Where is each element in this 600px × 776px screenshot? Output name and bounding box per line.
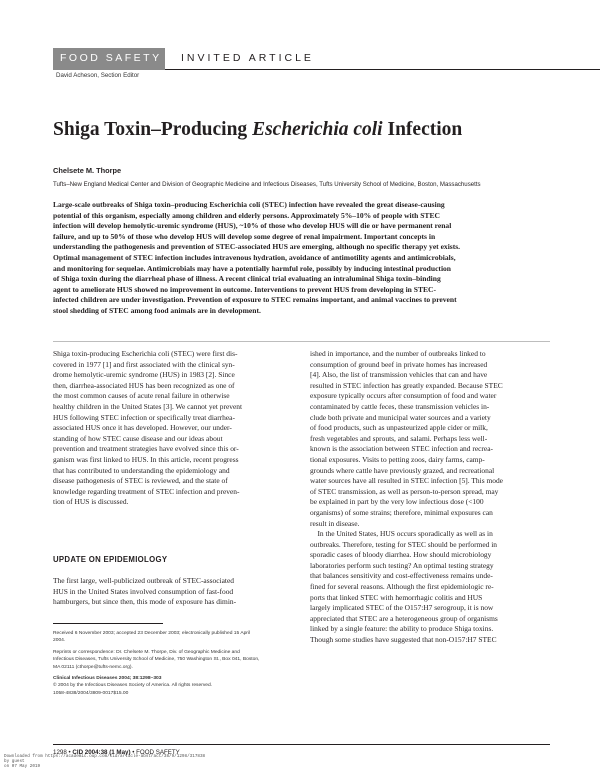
- body-line: covered in 1977 [1] and first associated with the clinical syn-: [53, 359, 235, 369]
- abstract-line: and monitoring for sequelae. Antimicrobials may have a potentially harmful role, possibly by inducing intestinal production: [53, 263, 452, 273]
- download-stamp-line: by guest: [4, 759, 25, 765]
- abstract-line: Large-scale outbreaks of Shiga toxin–producing Escherichia coli (STEC) infection have revealed the great disease-causing: [53, 200, 445, 209]
- body-line: associated HUS once it has developed. However, our under-: [53, 423, 232, 433]
- body-line: of STEC transmission, as well as person-to-person spread, may: [310, 486, 499, 496]
- page-number: 1298: [53, 749, 67, 756]
- body-line: known is the association between STEC infection and recrea-: [310, 444, 493, 454]
- body-line: largely implicated STEC of the O157:H7 serogroup, it is now: [310, 603, 494, 613]
- body-line: the most common causes of acute renal failure in otherwise: [53, 391, 230, 401]
- footer-journal: CID 2004:38 (1 May): [72, 749, 131, 756]
- abstract-line: failure, and up to 50% of those who develop HUS will develop some degree of renal impairment. Important concepts in: [53, 231, 436, 241]
- footer-separator: •: [132, 749, 137, 756]
- footer-section: FOOD SAFETY: [136, 749, 180, 756]
- author-affiliation: Tufts–New England Medical Center and Division of Geographic Medicine and Infectious Diseases, Tufts University School of Medicine, Boston, Massachusetts: [53, 181, 481, 188]
- body-line: [4]. Also, the list of transmission vehicles that can and have: [310, 370, 488, 380]
- body-line: ports that linked STEC with hemorrhagic colitis and HUS: [310, 592, 483, 602]
- body-line: water sources have all resulted in STEC infection [5]. This mode: [310, 476, 503, 486]
- body-line: fresh vegetables and sprouts, and salami. Perhaps less well-: [310, 433, 488, 443]
- body-line: contaminated by cattle feces, these transmission vehicles in-: [310, 401, 490, 411]
- footnote-received-cont: 2004.: [53, 638, 66, 644]
- footnote-reprints: Reprints or correspondence: Dr. Chelsete M. Thorpe, Div. of Geographic Medicine and: [53, 649, 240, 655]
- body-line: disease pathogenesis of STEC is reviewed, and the state of: [53, 476, 228, 486]
- body-line: that balances sensitivity and cost-effectiveness remains unde-: [310, 571, 493, 581]
- abstract-line: understanding the pathogenesis and prevention of STEC-associated HUS are emerging, although no specific therapy yet exists.: [53, 242, 461, 252]
- body-line: be explained in part by the very low infectious dose (<100: [310, 497, 484, 507]
- abstract-line: stool shedding of STEC among food animals are in development.: [53, 305, 261, 315]
- body-line: laboratories perform such testing? An optimal testing strategy: [310, 560, 494, 570]
- abstract-line: of Shiga toxin during the diarrheal phase of illness. A recent clinical trial evaluating an intraluminal Shiga toxin–binding: [53, 274, 441, 284]
- footer-separator: •: [68, 749, 73, 756]
- body-line: standing of how STEC cause disease and our ideas about: [53, 433, 223, 443]
- abstract-line: infected children are under investigation. Prevention of exposure to STEC remains important, and animal vaccines to prevent: [53, 295, 457, 305]
- footnote-received: Received 6 November 2003; accepted 23 December 2003; electronically published 15 April: [53, 631, 251, 636]
- abstract-line: potential of this organism, especially among children and elderly persons. Approximately 5%–10% of people with STEC: [53, 210, 440, 220]
- body-line: consumption of ground beef in private homes has increased: [310, 359, 488, 369]
- body-line: In the United States, HUS occurs sporadically as well as in: [310, 529, 493, 539]
- body-line: Shiga toxin-producing Escherichia coli (STEC) were first dis-: [53, 349, 238, 358]
- body-column-left-continued: [53, 576, 293, 608]
- body-line: resulted in STEC infection has greatly expanded. Because STEC: [310, 380, 503, 390]
- section-header: [0, 48, 600, 70]
- article-type-label: INVITED ARTICLE: [181, 52, 314, 64]
- body-line: HUS following STEC infection or specifically treat diarrhea-: [53, 412, 235, 422]
- footnote-divider: [53, 623, 163, 624]
- section-editor: David Acheson, Section Editor: [56, 72, 140, 79]
- download-stamp: [4, 754, 205, 770]
- body-line: prevention and treatment strategies have evolved since this or-: [53, 444, 239, 454]
- abstract-line: agent to ameliorate HUS showed no improvement in outcome. Interventions to prevent HUS from developing in STEC-: [53, 284, 436, 294]
- body-column-right: [310, 349, 550, 646]
- author-name: Chelsete M. Thorpe: [53, 166, 122, 175]
- body-line: result in disease.: [310, 518, 360, 528]
- footnote-reprints-email: MA 02111 (cthorpe@tufts-nemc.org).: [53, 664, 133, 670]
- body-line: fined for several reasons. Although the first epidemiologic re-: [310, 582, 494, 592]
- article-title: Shiga Toxin–Producing Escherichia coli Infection: [53, 119, 463, 140]
- body-line: exposure typically occurs after consumption of food and water: [310, 391, 497, 401]
- abstract-divider: [53, 341, 550, 342]
- body-line: then, diarrhea-associated HUS has been recognized as one of: [53, 380, 235, 390]
- section-label: FOOD SAFETY: [60, 52, 162, 64]
- body-line: clude both private and municipal water sources and a variety: [310, 412, 491, 422]
- abstract: [53, 200, 550, 317]
- body-line: hamburgers, but since then, this mode of exposure has dimin-: [53, 597, 237, 607]
- body-line: tional exposures. Visits to petting zoos, dairy farms, camp-: [310, 454, 485, 464]
- body-line: drome hemolytic-uremic syndrome (HUS) in 1983 [2]. Since: [53, 370, 235, 380]
- body-line: The first large, well-publicized outbreak of STEC-associated: [53, 576, 234, 585]
- body-line: healthy children in the United States [3]. We cannot yet prevent: [53, 401, 243, 411]
- body-line: ished in importance, and the number of outbreaks linked to: [310, 349, 486, 358]
- body-line: appreciated that STEC are a heterogeneous group of organisms: [310, 613, 498, 623]
- header-rule: [165, 69, 600, 70]
- footnote-issn: 1058-4838/2004/3809-0017$15.00: [53, 690, 129, 696]
- footnote-copyright: © 2004 by the Infectious Diseases Society of America. All rights reserved.: [53, 683, 213, 689]
- body-line: Though some studies have suggested that non-O157:H7 STEC: [310, 635, 497, 645]
- section-heading: UPDATE ON EPIDEMIOLOGY: [53, 555, 168, 564]
- body-line: HUS in the United States involved consumption of fast-food: [53, 586, 234, 596]
- abstract-line: infection will develop hemolytic-uremic syndrome (HUS), ~10% of those who develop HUS will die or have permanent renal: [53, 221, 452, 231]
- body-line: organisms) of some strains; therefore, minimal exposures can: [310, 507, 493, 517]
- body-line: ganism was first linked to HUS. In this article, recent progress: [53, 454, 239, 464]
- body-line: knowledge regarding treatment of STEC infection and preven-: [53, 486, 240, 496]
- footnote-journal: Clinical Infectious Diseases 2004; 38:1298–303: [53, 676, 162, 682]
- body-line: tion of HUS is discussed.: [53, 497, 129, 507]
- download-stamp-line: on 07 May 2019: [4, 764, 41, 770]
- body-line: grounds where cattle have previously grazed, and recreational: [310, 465, 495, 475]
- body-line: outbreaks. Therefore, testing for STEC should be performed in: [310, 539, 497, 549]
- download-stamp-line: Downloaded from https://academic.oup.com/cid/article-abstract/38/9/1298/317838: [4, 754, 206, 759]
- footnote-reprints-cont: Infectious Diseases, Tufts University School of Medicine, 750 Washington St., Box 041, Boston,: [53, 657, 260, 663]
- abstract-line: Optimal management of STEC infection includes intravenous hydration, avoidance of antimotility agents and antimicrobials,: [53, 252, 456, 262]
- body-column-left: [53, 349, 293, 508]
- body-line: sporadic cases of bloody diarrhea. How should microbiology: [310, 550, 492, 560]
- body-line: that has contributed to understanding the epidemiology and: [53, 465, 230, 475]
- body-line: of food products, such as unpasteurized apple cider or milk,: [310, 423, 488, 433]
- body-line: linked by a single feature: the ability to produce Shiga toxins.: [310, 624, 494, 634]
- footer-rule: [53, 744, 550, 745]
- footnotes: [53, 630, 293, 697]
